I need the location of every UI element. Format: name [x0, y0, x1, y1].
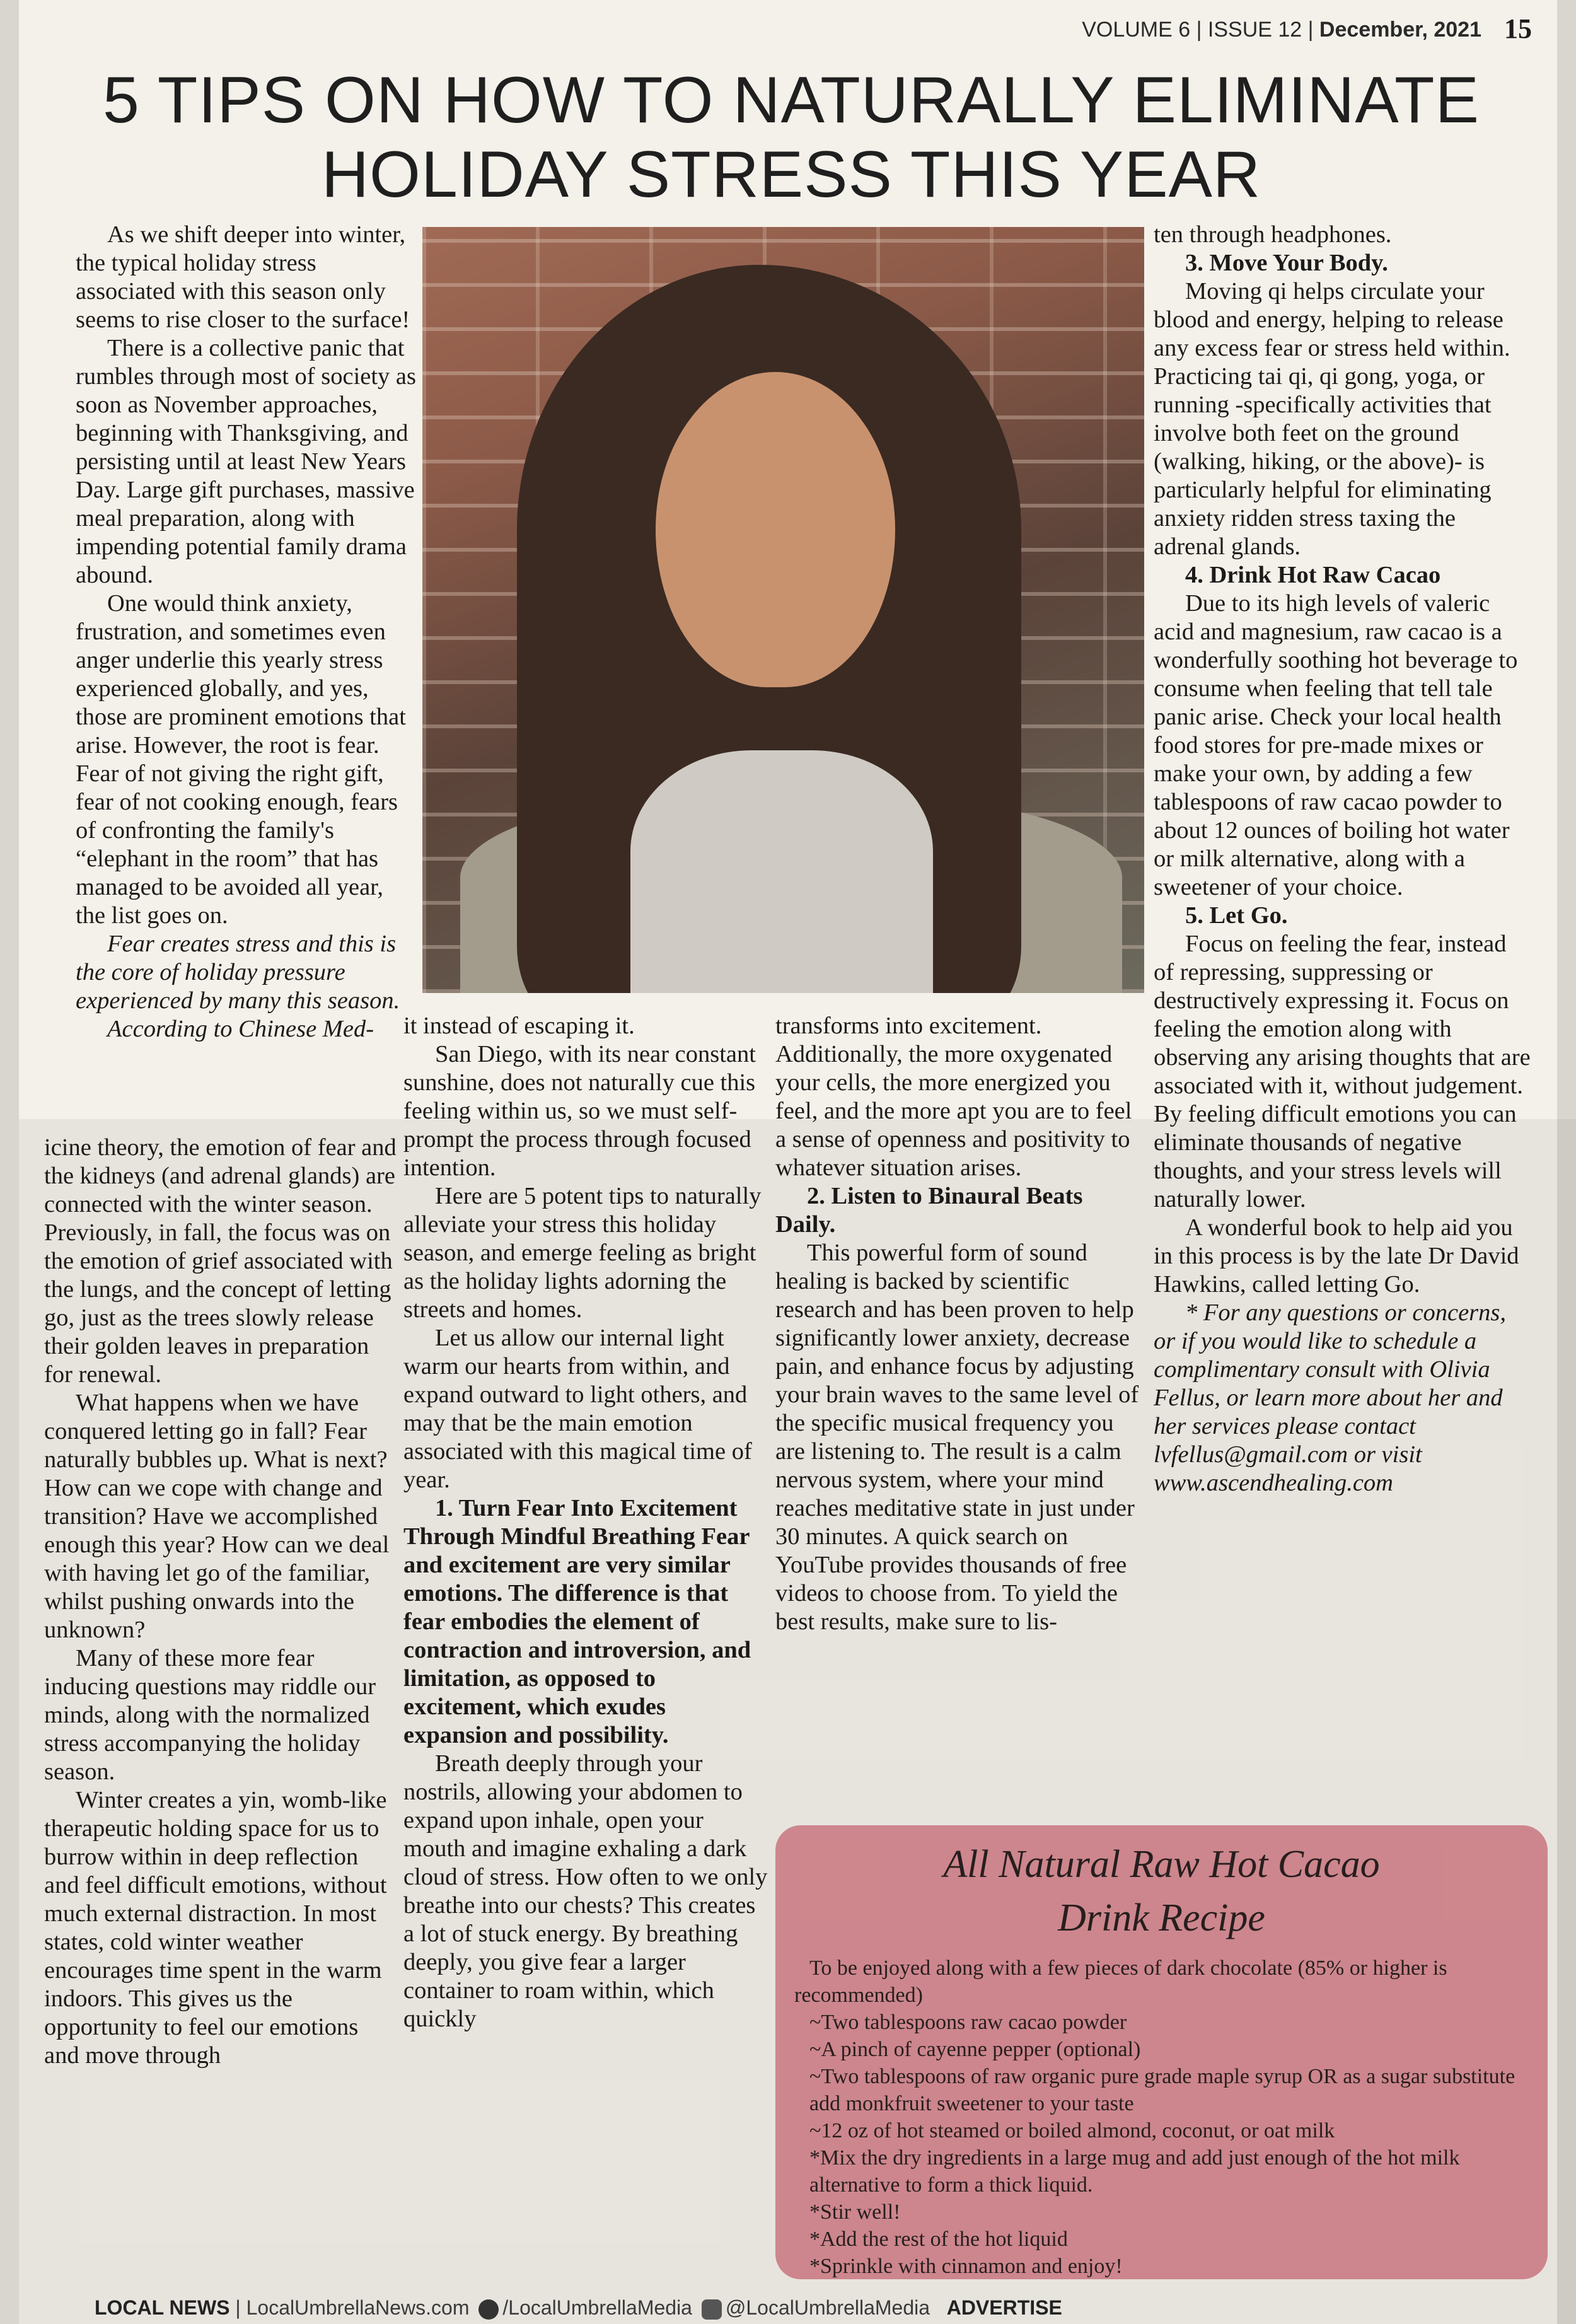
tip-3-body: Moving qi helps circulate your blood and energy, helping to release any excess fear or stress held within. Practicing tai qi, qi gong, yoga, or running -specifically activities that involve both feet on the ground (walking, hiking, or the above)- is particularly helpful for eliminating anxiety ridden stress taxing the adrenal glands.	[1154, 278, 1510, 560]
photo-shirt	[630, 750, 933, 993]
paragraph: Fear creates stress and this is the core of holiday pressure experienced by many this season.	[76, 931, 400, 1014]
instagram-icon	[702, 2299, 722, 2320]
recipe-item: ~Two tablespoons of raw organic pure grade maple syrup OR as a sugar substitute add monkfruit sweetener to your taste	[809, 2065, 1515, 2115]
recipe-item: *Sprinkle with cinnamon and enjoy!	[809, 2255, 1123, 2278]
tip-1-heading: 1. Turn Fear Into Excitement Through Mindful Breathing Fear and excitement are very similar emotions. The difference is that fear embodies the element of contraction and introversion, and limitation, as opposed to excitement, which exudes expansion and possibility.	[403, 1495, 751, 1748]
article-headline	[57, 63, 1526, 212]
paragraph: Let us allow our internal light warm our hearts from within, and expand outward to light others, and may that be the main emotion associated with this magical time of year.	[403, 1325, 752, 1493]
paragraph: San Diego, with its near constant sunshine, does not naturally cue this feeling within us, so we must self-prompt the process through focused intention.	[403, 1041, 756, 1181]
paragraph: According to Chinese Med-	[107, 1016, 374, 1042]
paragraph: Winter creates a yin, womb-like therapeutic holding space for us to burrow within in deep reflection and feel difficult emotions, without much external distraction. In most states, cold winter weather encourages time spent in the warm indoors. This gives us the opportunity to feel our emotions and move through	[44, 1787, 387, 2069]
footer-instagram-link[interactable]: @LocalUmbrellaMedia	[725, 2296, 930, 2319]
tip-3-heading: 3. Move Your Body.	[1185, 250, 1388, 276]
footer-site-link[interactable]: | LocalUmbrellaNews.com	[229, 2296, 475, 2319]
recipe-item: *Add the rest of the hot liquid	[809, 2228, 1068, 2251]
footer-brand: LOCAL NEWS	[95, 2296, 230, 2319]
recipe-body	[794, 1955, 1532, 2280]
issue-date: December, 2021	[1319, 18, 1481, 42]
tip-4-heading: 4. Drink Hot Raw Cacao	[1185, 562, 1441, 588]
tip-4-body: Due to its high levels of valeric acid and magnesium, raw cacao is a wonderfully soothing hot beverage to consume when feeling that tell tale panic arise. Check your local health food stores for pre-made mixes or make your own, by adding a few tablespoons of raw cacao powder to about 12 ounces of boiling hot water or milk alternative, along with a sweetener of your choice.	[1154, 590, 1518, 900]
column-4	[1154, 221, 1532, 1497]
contact-note: * For any questions or concerns, or if you would like to schedule a complimentary consult with Olivia Fellus, or learn more about her and her services please contact lvfellus@gmail.com or visit www.ascendhealing.com	[1154, 1299, 1506, 1496]
tip-5-body: Focus on feeling the fear, instead of repressing, suppressing or destructively expressing it. Focus on feeling the emotion along with observing any arising thoughts that are associated with it, without judgement. By feeling difficult emotions you can eliminate thousands of negative thoughts, and your stress levels will naturally lower.	[1154, 931, 1531, 1212]
headline-line-2: HOLIDAY STRESS THIS YEAR	[321, 138, 1261, 211]
recipe-title-line-2: Drink Recipe	[1058, 1897, 1265, 1939]
author-photo	[422, 227, 1144, 993]
footer-facebook-link[interactable]: /LocalUmbrellaMedia	[502, 2296, 692, 2319]
recipe-box	[775, 1825, 1548, 2279]
recipe-item: *Stir well!	[809, 2200, 901, 2224]
column-1-lower	[19, 1134, 397, 2070]
recipe-item: ~12 oz of hot steamed or boiled almond, coconut, or oat milk	[809, 2119, 1335, 2142]
paragraph: icine theory, the emotion of fear and the kidneys (and adrenal glands) are connected with the winter season. Previously, in fall, the focus was on the emotion of grief associated with the lungs, and the concept of letting go, just as the trees slowly release their golden leaves in preparation for renewal.	[44, 1134, 397, 1388]
tip-2-body: This powerful form of sound healing is backed by scientific research and has been proven to help significantly lower anxiety, decrease pain, and enhance focus by adjusting your brain waves to the same level of the specific musical frequency you are listening to. The result is a calm nervous system, where your mind reaches meditative state in just under 30 minutes. A quick search on YouTube provides thousands of free videos to choose from. To yield the best results, make sure to lis-	[775, 1240, 1139, 1635]
tip-2-heading: 2. Listen to Binaural Beats Daily.	[775, 1183, 1083, 1238]
tip-1-body: Breath deeply through your nostrils, allowing your abdomen to expand upon inhale, open your mouth and imagine exhaling a dark cloud of stress. How often to we only breathe into our chests? This creates a lot of stuck energy. By breathing deeply, you give fear a larger container to roam within, which quickly	[403, 1750, 768, 2032]
photo-face	[656, 372, 895, 687]
paragraph: it instead of escaping it.	[403, 1013, 635, 1039]
newspaper-page	[19, 0, 1557, 2324]
recipe-intro: To be enjoyed along with a few pieces of dark chocolate (85% or higher is recommended)	[794, 1956, 1447, 2007]
column-2	[403, 1012, 769, 2033]
paragraph: Many of these more fear inducing questions may riddle our minds, along with the normalized stress accompanying the holiday season.	[44, 1645, 376, 1785]
column-3	[775, 1012, 1147, 1636]
paragraph: There is a collective panic that rumbles through most of society as soon as November approaches, beginning with Thanksgiving, and persisting until at least New Years Day. Large gift purchases, massive meal preparation, along with impending potential family drama abound.	[76, 335, 416, 588]
recipe-item: ~A pinch of cayenne pepper (optional)	[809, 2038, 1141, 2061]
paragraph: As we shift deeper into winter, the typical holiday stress associated with this season only seems to rise closer to the surface!	[76, 221, 410, 333]
paragraph: One would think anxiety, frustration, and sometimes even anger underlie this yearly stress experienced globally, and yes, those are prominent emotions that arise. However, the root is fear. Fear of not giving the right gift, fear of not cooking enough, fears of confronting the family's “elephant in the room” that has managed to be avoided all year, the list goes on.	[76, 590, 406, 929]
recipe-item: ~Two tablespoons raw cacao powder	[809, 2011, 1127, 2034]
recipe-title-line-1: All Natural Raw Hot Cacao	[943, 1843, 1380, 1886]
recipe-title	[775, 1825, 1548, 1945]
headline-line-1: 5 TIPS ON HOW TO NATURALLY ELIMINATE	[103, 64, 1480, 137]
book-recommendation: A wonderful book to help aid you in this process is by the late Dr David Hawkins, called letting Go.	[1154, 1214, 1519, 1298]
tip-5-heading: 5. Let Go.	[1185, 902, 1288, 929]
issue-info	[1082, 18, 1481, 42]
page-number: 15	[1504, 13, 1532, 44]
paragraph: Here are 5 potent tips to naturally alleviate your stress this holiday season, and emerge feeling as bright as the holiday lights adorning the streets and homes.	[403, 1183, 762, 1323]
footer-bar	[95, 2296, 1544, 2320]
footer-advertise[interactable]: ADVERTISE	[946, 2296, 1062, 2319]
paragraph: transforms into excitement. Additionally, the more oxygenated your cells, the more energized you feel, and the more apt you are to feel a sense of openness and positivity to whatever situation arises.	[775, 1013, 1132, 1181]
recipe-item: *Mix the dry ingredients in a large mug and add just enough of the hot milk alternative to form a thick liquid.	[809, 2146, 1460, 2197]
paragraph: What happens when we have conquered letting go in fall? Fear naturally bubbles up. What is next? How can we cope with change and transition? Have we accomplished enough this year? How can we deal with having let go of the familiar, whilst pushing onwards into the unknown?	[44, 1390, 390, 1643]
volume-issue: VOLUME 6 | ISSUE 12 |	[1082, 18, 1319, 42]
facebook-icon	[478, 2299, 499, 2320]
paragraph: ten through headphones.	[1154, 221, 1392, 248]
column-1-upper	[19, 221, 416, 1043]
